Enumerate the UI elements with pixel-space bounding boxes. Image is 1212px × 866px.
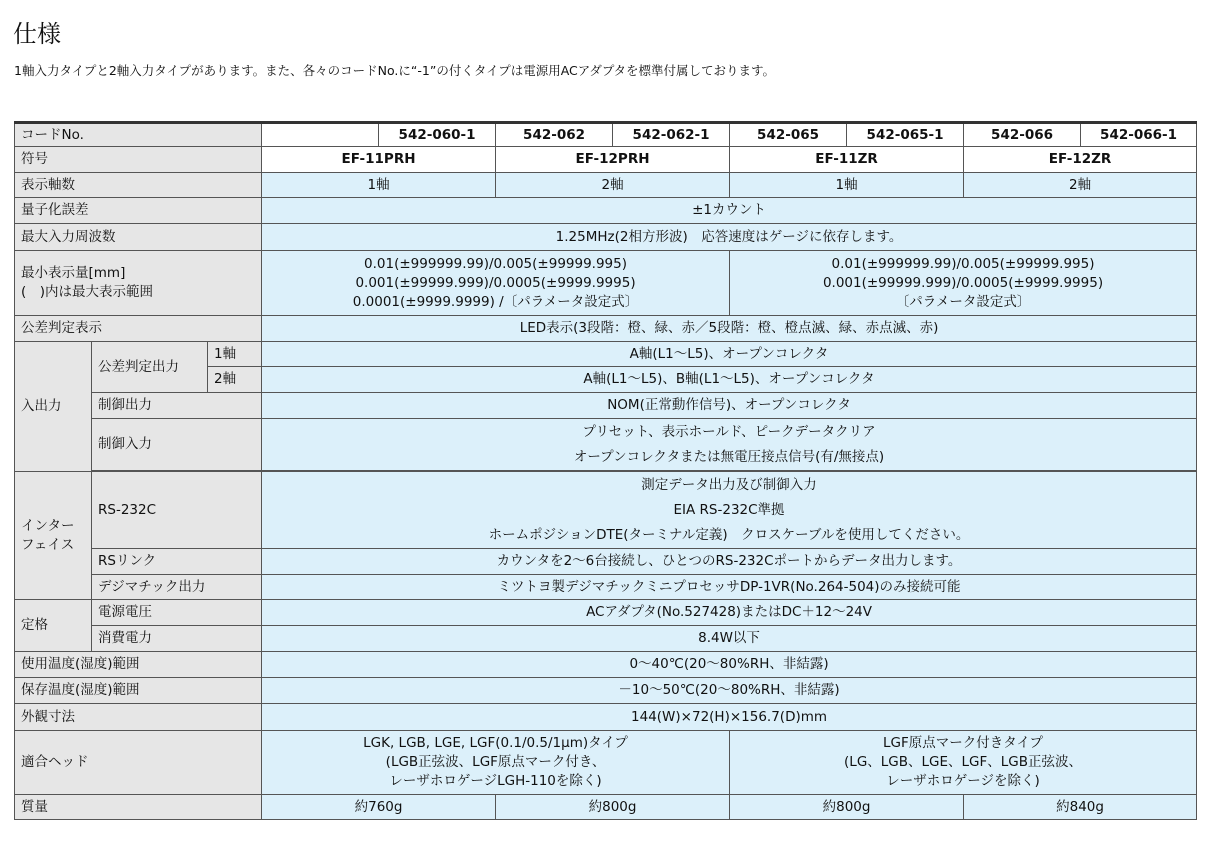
- min-display-label-line: ( )内は最大表示範囲: [21, 284, 154, 300]
- ctrl-in-line: オープンコレクタまたは無電圧接点信号(有/無接点): [573, 448, 885, 465]
- min-display-line: 0.0001(±9999.9999) /〔パラメータ設定式〕: [352, 293, 639, 310]
- min-display-line: 0.001(±99999.999)/0.0005(±9999.9995): [822, 274, 1104, 291]
- min-display-line: 0.001(±99999.999)/0.0005(±9999.9995): [355, 274, 636, 291]
- code-row: [15, 123, 1197, 147]
- mass-cell: 約800g: [730, 795, 964, 820]
- rs232-line: EIA RS-232C準拠: [673, 501, 785, 518]
- axis-2-label: 2軸: [208, 367, 262, 393]
- rslink-label: RSリンク: [92, 549, 262, 575]
- ctrl-in-value: [262, 419, 1197, 471]
- rs232-line: ホームポジションDTE(ターミナル定義) クロスケーブルを使用してください。: [488, 526, 970, 543]
- rs232-value: [262, 472, 1197, 549]
- digimatic-row: [15, 575, 1197, 600]
- mass-cell: 約840g: [964, 795, 1197, 820]
- head-line: LGF原点マーク付きタイプ: [882, 735, 1044, 751]
- blank-code-swatch: [285, 127, 355, 142]
- min-display-left: [262, 251, 730, 316]
- freq-row: [15, 224, 1197, 251]
- min-display-right: [730, 251, 1197, 316]
- st-temp-value: －10～50℃(20～80%RH、非結露): [262, 678, 1197, 704]
- tol-display-label: 公差判定表示: [15, 316, 262, 342]
- volt-value: ACアダプタ(No.527428)またはDC＋12～24V: [262, 600, 1197, 626]
- symbol-cell: EF-12ZR: [964, 147, 1197, 173]
- ctrl-out-value: NOM(正常動作信号)、オープンコレクタ: [262, 393, 1197, 419]
- dim-row: [15, 704, 1197, 731]
- head-row: [15, 731, 1197, 795]
- axes-cell: 1軸: [262, 173, 496, 198]
- axes-row: [15, 173, 1197, 198]
- tol-out-1-value: A軸(L1～L5)、オープンコレクタ: [262, 342, 1197, 367]
- volt-row: [15, 600, 1197, 626]
- min-display-line: 0.01(±999999.99)/0.005(±99999.995): [364, 255, 628, 272]
- power-label: 消費電力: [92, 626, 262, 652]
- rslink-value: カウンタを2～6台接続し、ひとつのRS-232Cポートからデータ出力します。: [262, 549, 1197, 575]
- min-display-label-line: 最小表示量[mm]: [21, 265, 126, 281]
- power-row: [15, 626, 1197, 652]
- intro-text: 1軸入力タイプと2軸入力タイプがあります。また、各々のコードNo.に“-1”の付くタイプは電源用ACアダプタを標準付属しております。: [14, 63, 776, 78]
- symbol-row: [15, 147, 1197, 173]
- op-temp-row: [15, 652, 1197, 678]
- head-line: (LG、LGB、LGE、LGF、LGB正弦波、: [844, 754, 1083, 770]
- page-title: 仕様: [13, 20, 61, 48]
- io-label: 入出力: [15, 342, 92, 472]
- quant-value: ±1カウント: [262, 198, 1197, 224]
- tol-out-2-value: A軸(L1～L5)、B軸(L1～L5)、オープンコレクタ: [262, 367, 1197, 393]
- st-temp-label: 保存温度(湿度)範囲: [15, 678, 262, 704]
- symbol-cell: EF-11PRH: [262, 147, 496, 173]
- ctrl-out-label: 制御出力: [92, 393, 262, 419]
- code-label: コードNo.: [15, 123, 262, 147]
- mass-label: 質量: [15, 795, 262, 820]
- op-temp-value: 0～40℃(20～80%RH、非結露): [262, 652, 1197, 678]
- digimatic-label: デジマチック出力: [92, 575, 262, 600]
- symbol-cell: EF-12PRH: [496, 147, 730, 173]
- power-value: 8.4W以下: [262, 626, 1197, 652]
- min-display-label: [15, 251, 262, 316]
- min-display-row: [15, 251, 1197, 316]
- mass-cell: 約760g: [262, 795, 496, 820]
- rs232-line: 測定データ出力及び制御入力: [641, 476, 817, 493]
- rs232-label: RS-232C: [92, 472, 262, 549]
- rslink-row: [15, 549, 1197, 575]
- code-cell: 542-065-1: [847, 123, 964, 147]
- axes-cell: 2軸: [964, 173, 1197, 198]
- st-temp-row: [15, 678, 1197, 704]
- dim-label: 外観寸法: [15, 704, 262, 731]
- quant-row: [15, 198, 1197, 224]
- volt-label: 電源電圧: [92, 600, 262, 626]
- interface-label-line: フェイス: [21, 536, 75, 553]
- dim-value: 144(W)×72(H)×156.7(D)mm: [262, 704, 1197, 731]
- symbol-cell: EF-11ZR: [730, 147, 964, 173]
- code-cell: 542-060-1: [379, 123, 496, 147]
- spec-table: [14, 121, 1197, 820]
- head-label: 適合ヘッド: [15, 731, 262, 795]
- min-display-line: 0.01(±999999.99)/0.005(±99999.995): [831, 255, 1095, 272]
- interface-label: [15, 472, 92, 600]
- axis-1-label: 1軸: [208, 342, 262, 367]
- digimatic-value: ミツトヨ製デジマチックミニプロセッサDP-1VR(No.264-504)のみ接続可能: [262, 575, 1197, 600]
- head-left: [262, 731, 730, 795]
- code-cell: 542-065: [730, 123, 847, 147]
- tol-display-value: LED表示(3段階：橙、緑、赤／5段階：橙、橙点滅、緑、赤点滅、赤): [262, 316, 1197, 342]
- code-cell: 542-062: [496, 123, 613, 147]
- tol-out-row-1: [15, 342, 1197, 367]
- rating-label: 定格: [15, 600, 92, 652]
- mass-row: [15, 795, 1197, 820]
- freq-label: 最大入力周波数: [15, 224, 262, 251]
- tol-display-row: [15, 316, 1197, 342]
- head-line: レーザホロゲージを除く): [886, 773, 1040, 789]
- op-temp-label: 使用温度(湿度)範囲: [15, 652, 262, 678]
- min-display-line: 〔パラメータ設定式〕: [895, 293, 1031, 310]
- head-right: [730, 731, 1197, 795]
- axes-cell: 2軸: [496, 173, 730, 198]
- interface-label-line: インター: [21, 517, 75, 534]
- head-line: (LGB正弦波、LGF原点マーク付き、: [385, 754, 606, 770]
- mass-cell: 約800g: [496, 795, 730, 820]
- code-cell: [262, 123, 379, 147]
- symbol-label: 符号: [15, 147, 262, 173]
- head-line: レーザホロゲージLGH-110を除く): [389, 773, 602, 789]
- ctrl-out-row: [15, 393, 1197, 419]
- ctrl-in-line: プリセット、表示ホールド、ピークデータクリア: [582, 423, 876, 440]
- axes-cell: 1軸: [730, 173, 964, 198]
- rs232-row: [15, 472, 1197, 549]
- freq-value: 1.25MHz(2相方形波) 応答速度はゲージに依存します。: [262, 224, 1197, 251]
- head-line: LGK, LGB, LGE, LGF(0.1/0.5/1μm)タイプ: [363, 735, 628, 751]
- code-cell: 542-066-1: [1081, 123, 1197, 147]
- ctrl-in-row: [15, 419, 1197, 471]
- ctrl-in-label: 制御入力: [92, 419, 262, 471]
- axes-label: 表示軸数: [15, 173, 262, 198]
- quant-label: 量子化誤差: [15, 198, 262, 224]
- code-cell: 542-066: [964, 123, 1081, 147]
- tol-out-label: 公差判定出力: [92, 342, 208, 393]
- code-cell: 542-062-1: [613, 123, 730, 147]
